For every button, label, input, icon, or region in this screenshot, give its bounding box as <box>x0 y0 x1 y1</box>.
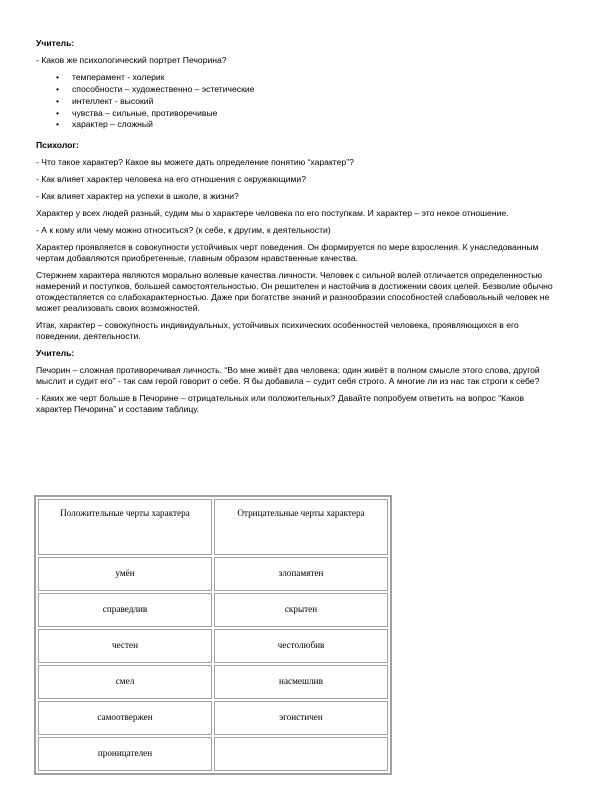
paragraph-character-diff: Характер у всех людей разный, судим мы о характере человека по его поступкам. И характер – это некое отношение. <box>36 208 509 219</box>
table-cell-positive: честен <box>38 629 212 663</box>
question-portrait: - Каков же психологический портрет Печорина? <box>36 55 227 65</box>
list-item: • характер – сложный <box>36 119 556 131</box>
teacher-label: Учитель: <box>36 38 75 48</box>
table-cell-positive: справедлив <box>38 593 212 627</box>
question-relation: - Как влияет характер человека на его отношения с окружающими? <box>36 174 306 185</box>
table-cell-negative: насмешлив <box>214 665 388 699</box>
table-cell-positive: самоотвержен <box>38 701 212 735</box>
traits-table <box>34 495 392 775</box>
table-row <box>38 737 388 771</box>
table-cell-positive: проницателен <box>38 737 212 771</box>
list-item: • способности – художественно – эстетические <box>36 84 556 96</box>
table-cell-negative: скрытен <box>214 593 388 627</box>
document-body <box>36 38 556 421</box>
table-cell-positive: умён <box>38 557 212 591</box>
list-item: • темперамент - холерик <box>36 72 556 84</box>
table-cell-negative <box>214 737 388 771</box>
question-success: - Как влияет характер на успехи в школе, в жизни? <box>36 191 239 202</box>
table-header-row <box>38 499 388 555</box>
table-row <box>38 629 388 663</box>
paragraph-core: Стержнем характера являются морально волевые качества личности. Человек с сильной волей отличается определенностью намерений и поступков, большей самостоятельностью. Он решителен и настойчив в достижении своих целей. Безволие обычно отождествляется со слабохарактерностью. Даже при богатстве знаний и разнообразии способностей слабовольный человек не может реализовать своих возможностей. <box>36 270 553 314</box>
paragraph-pechorin: Печорин – сложная противоречивая личность. “Во мне живёт два человека: один живёт в полном смысле этого слова, другой мыслит и судит его” - так сам герой говорит о себе. Я бы добавила – судит себя строго. А многие ли из нас так строги к себе? <box>36 365 540 387</box>
list-item: • интеллект - высокий <box>36 96 556 108</box>
table-cell-negative: эгоистичен <box>214 701 388 735</box>
header-positive: Положительные черты характера <box>38 499 212 555</box>
header-negative: Отрицательные черты характера <box>214 499 388 555</box>
question-character: - Что такое характер? Какое вы можете дать определение понятию “характер”? <box>36 157 354 168</box>
list-item: • чувства – сильные, противоречивые <box>36 108 556 120</box>
question-which-traits: - Каких же черт больше в Печорине – отрицательных или положительных? Давайте попробуем ответить на вопрос “Каков характер Печорина” и составим таблицу. <box>36 393 525 415</box>
table-cell-negative: злопамятен <box>214 557 388 591</box>
question-to-whom: - А к кому или чему можно относиться? (к себе, к другим, к деятельности) <box>36 225 331 236</box>
teacher-label: Учитель: <box>36 348 75 359</box>
table-cell-negative: честолюбив <box>214 629 388 663</box>
table-cell-positive: смел <box>38 665 212 699</box>
psychologist-label: Психолог: <box>36 140 79 151</box>
table-row <box>38 593 388 627</box>
table-row <box>38 701 388 735</box>
paragraph-manifest: Характер проявляется в совокупности устойчивых черт поведения. Он формируется по мере взросления. К унаследованным чертам добавляются приобретенные, главным образом нравственные качества. <box>36 242 539 264</box>
table-row <box>38 557 388 591</box>
paragraph-summary: Итак, характер – совокупность индивидуальных, устойчивых психических особенностей человека, проявляющихся в его поведении, деятельности. <box>36 320 519 342</box>
table-row <box>38 665 388 699</box>
traits-list <box>36 72 556 131</box>
